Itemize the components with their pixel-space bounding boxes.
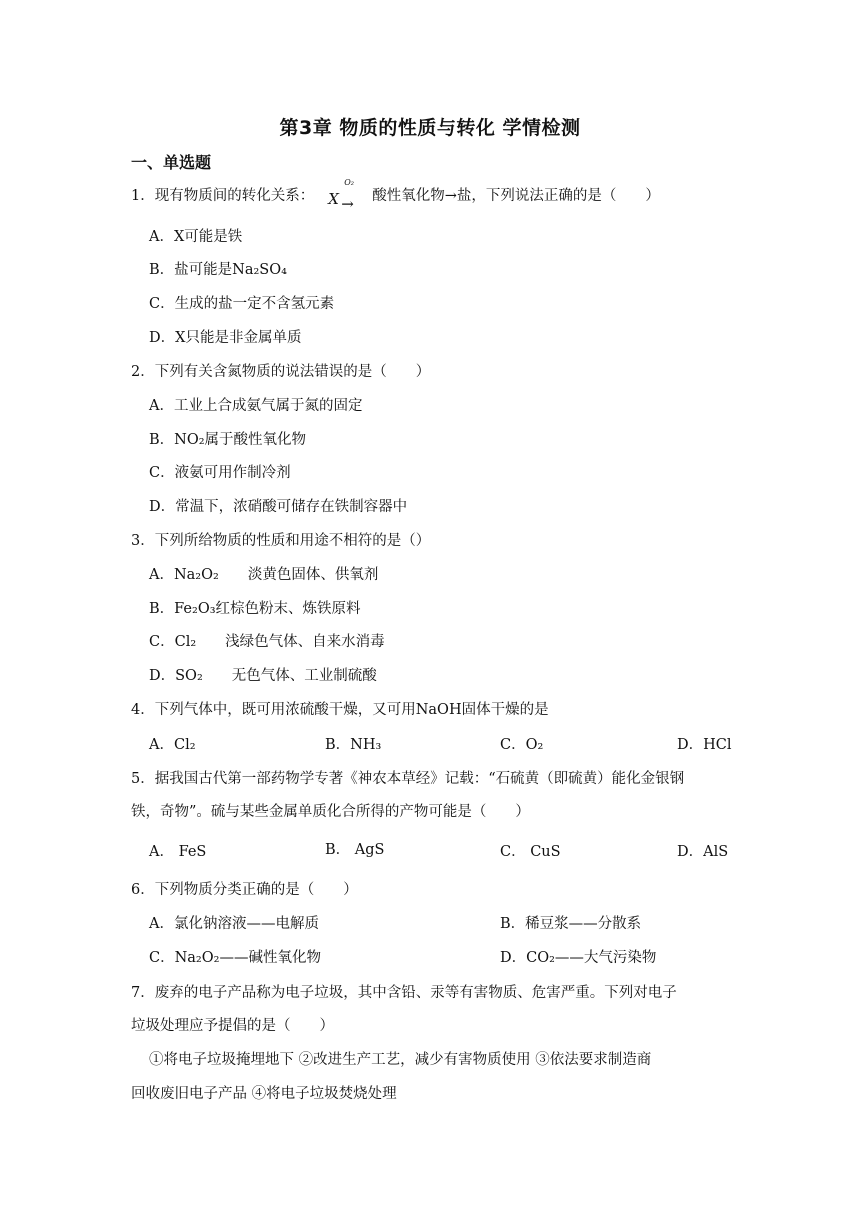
q4-option-a: A．Cl₂ <box>149 737 196 753</box>
reaction-arrow-symbol: → <box>341 195 354 213</box>
question-5-line-2: 铁，奇物”。硫与某些金属单质化合所得的产物可能是（ ） <box>131 804 530 820</box>
reaction-arrow-reagent: O₂ <box>344 178 354 187</box>
q3-option-d: D．SO₂ 无色气体、工业制硫酸 <box>149 668 377 684</box>
page-title: 第3章 物质的性质与转化 学情检测 <box>279 117 581 139</box>
q3-option-c: C．Cl₂ 浅绿色气体、自来水消毒 <box>149 634 385 650</box>
q6-option-a: A．氯化钠溶液——电解质 <box>149 916 319 932</box>
question-7-line-3: ①将电子垃圾掩埋地下 ②改进生产工艺，减少有害物质使用 ③依法要求制造商 <box>149 1052 652 1068</box>
q5-option-b: B． AgS <box>325 842 385 858</box>
question-7-line-2: 垃圾处理应予提倡的是（ ） <box>131 1018 334 1034</box>
question-3-stem: 3．下列所给物质的性质和用途不相符的是（） <box>131 533 431 549</box>
question-5-line-1: 5．据我国古代第一部药物学专著《神农本草经》记载：“石硫黄（即硫黄）能化金银钢 <box>131 771 685 787</box>
q3-option-a: A．Na₂O₂ 淡黄色固体、供氧剂 <box>149 567 379 583</box>
reaction-arrow <box>328 178 366 213</box>
q2-option-d: D．常温下，浓硝酸可储存在铁制容器中 <box>149 499 408 515</box>
section-heading: 一、单选题 <box>131 153 212 172</box>
question-7-line-4: 回收废旧电子产品 ④将电子垃圾焚烧处理 <box>131 1086 397 1102</box>
q4-option-b: B．NH₃ <box>325 737 382 753</box>
question-1-stem <box>131 178 660 213</box>
reaction-arrow-reactant: X <box>328 190 339 208</box>
q6-option-b: B．稀豆浆——分散系 <box>500 916 642 932</box>
question-7-line-1: 7．废弃的电子产品称为电子垃圾，其中含铅、汞等有害物质、危害严重。下列对电子 <box>131 985 677 1001</box>
q2-option-b: B．NO₂属于酸性氧化物 <box>149 432 307 448</box>
q2-option-a: A．工业上合成氨气属于氮的固定 <box>149 398 363 414</box>
question-6-stem: 6．下列物质分类正确的是（ ） <box>131 882 358 898</box>
q6-option-c: C．Na₂O₂——碱性氧化物 <box>149 950 321 966</box>
q5-option-a: A． FeS <box>149 844 207 860</box>
q3-option-b: B．Fe₂O₃红棕色粉末、炼铁原料 <box>149 601 361 617</box>
question-1-suffix: 酸性氧化物→盐，下列说法正确的是（ ） <box>372 188 660 204</box>
q6-option-d: D．CO₂——大气污染物 <box>500 950 657 966</box>
q1-option-b: B．盐可能是Na₂SO₄ <box>149 262 287 278</box>
q2-option-c: C．液氨可用作制冷剂 <box>149 465 291 481</box>
q1-option-c: C．生成的盐一定不含氢元素 <box>149 296 335 312</box>
question-4-stem: 4．下列气体中，既可用浓硫酸干燥，又可用NaOH固体干燥的是 <box>131 702 549 718</box>
q1-option-d: D．X只能是非金属单质 <box>149 330 302 346</box>
q5-option-d: D．AlS <box>677 844 729 860</box>
question-1-prefix: 1．现有物质间的转化关系： <box>131 188 315 204</box>
q5-option-c: C． CuS <box>500 844 561 860</box>
question-2-stem: 2．下列有关含氮物质的说法错误的是（ ） <box>131 364 431 380</box>
q4-option-d: D．HCl <box>677 737 732 753</box>
q4-option-c: C．O₂ <box>500 737 544 753</box>
q1-option-a: A．X可能是铁 <box>149 229 243 245</box>
